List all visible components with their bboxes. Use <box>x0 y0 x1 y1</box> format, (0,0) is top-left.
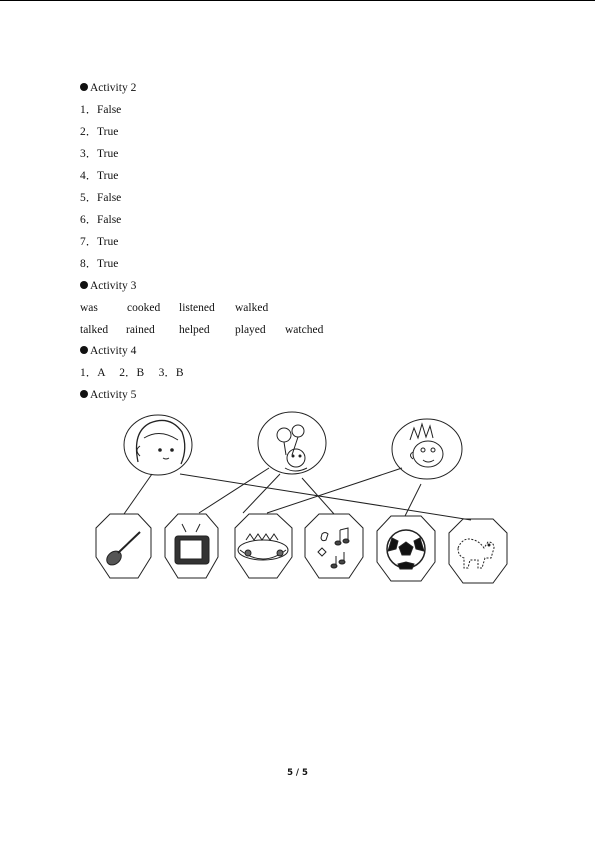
activity2-item: 2．True <box>80 126 119 138</box>
activity4-heading: Activity 4 <box>80 344 136 358</box>
activity2-item: 8．True <box>80 258 119 270</box>
activity2-item: 4．True <box>80 170 119 182</box>
word: was <box>80 302 98 314</box>
activity2-item: 1．False <box>80 104 122 116</box>
activity2-item: 5．False <box>80 192 122 204</box>
word: played <box>235 324 266 336</box>
spiky-hair-boy-icon <box>392 419 462 479</box>
activity2-item: 7．True <box>80 236 119 248</box>
activity3-heading: Activity 3 <box>80 279 136 293</box>
balloon-boy-icon <box>258 412 326 474</box>
soccer-ball-icon <box>377 516 435 581</box>
activity2-heading: Activity 2 <box>80 81 136 95</box>
activity2-item: 6．False <box>80 214 122 226</box>
dog-icon <box>449 519 507 583</box>
connector-lines <box>124 468 471 520</box>
word: walked <box>235 302 269 314</box>
page-number: 5 / 5 <box>287 768 308 778</box>
word: rained <box>126 324 155 336</box>
guitar-icon <box>96 514 151 578</box>
activity4-answers: 1．A 2．B 3．B <box>80 367 184 379</box>
word: watched <box>285 324 324 336</box>
word: helped <box>179 324 210 336</box>
word: cooked <box>127 302 161 314</box>
girl-icon <box>124 415 192 475</box>
word: talked <box>80 324 109 336</box>
cake-icon <box>235 514 292 578</box>
activity5-heading: Activity 5 <box>80 388 136 402</box>
music-notes-icon <box>305 514 363 578</box>
word: listened <box>179 302 215 314</box>
activity2-item: 3．True <box>80 148 119 160</box>
tv-icon <box>165 514 218 578</box>
